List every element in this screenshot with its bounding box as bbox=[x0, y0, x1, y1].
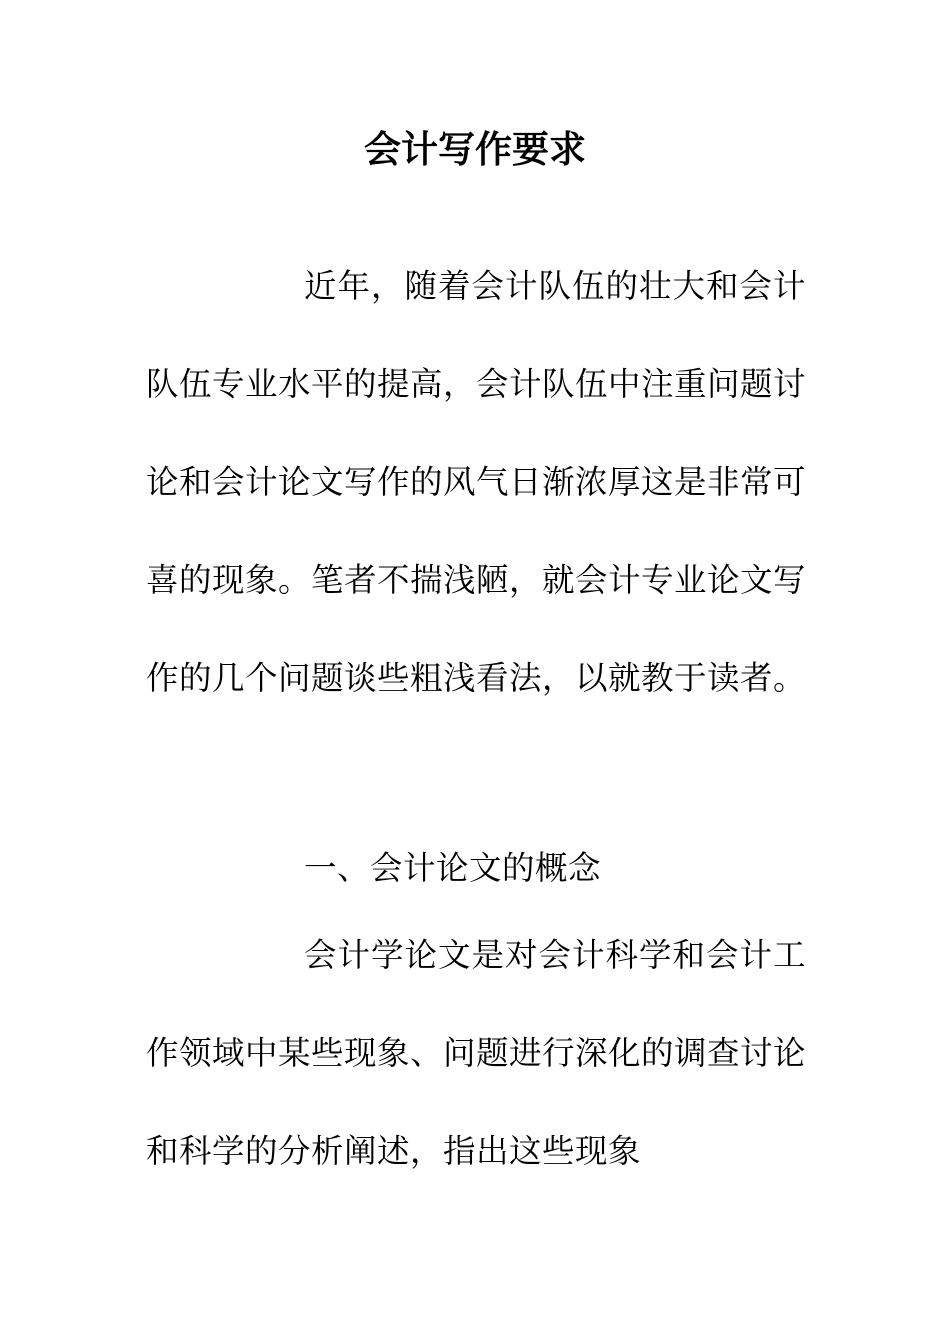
section-heading: 一、会计论文的概念 bbox=[304, 849, 602, 887]
document-title: 会计写作要求 bbox=[364, 127, 586, 171]
definition-paragraph: 会计学论文是对会计科学和会计工作领域中某些现象、问题进行深化的调查讨论和科学的分析阐述，指出这些现象 bbox=[146, 936, 807, 1170]
intro-paragraph: 近年，随着会计队伍的壮大和会计队伍专业水平的提高，会计队伍中注重问题讨论和会计论文写作的风气日渐浓厚这是非常可喜的现象。笔者不揣浅陋，就会计专业论文写作的几个问题谈些粗浅看法，以就教于读者。 bbox=[146, 267, 807, 697]
